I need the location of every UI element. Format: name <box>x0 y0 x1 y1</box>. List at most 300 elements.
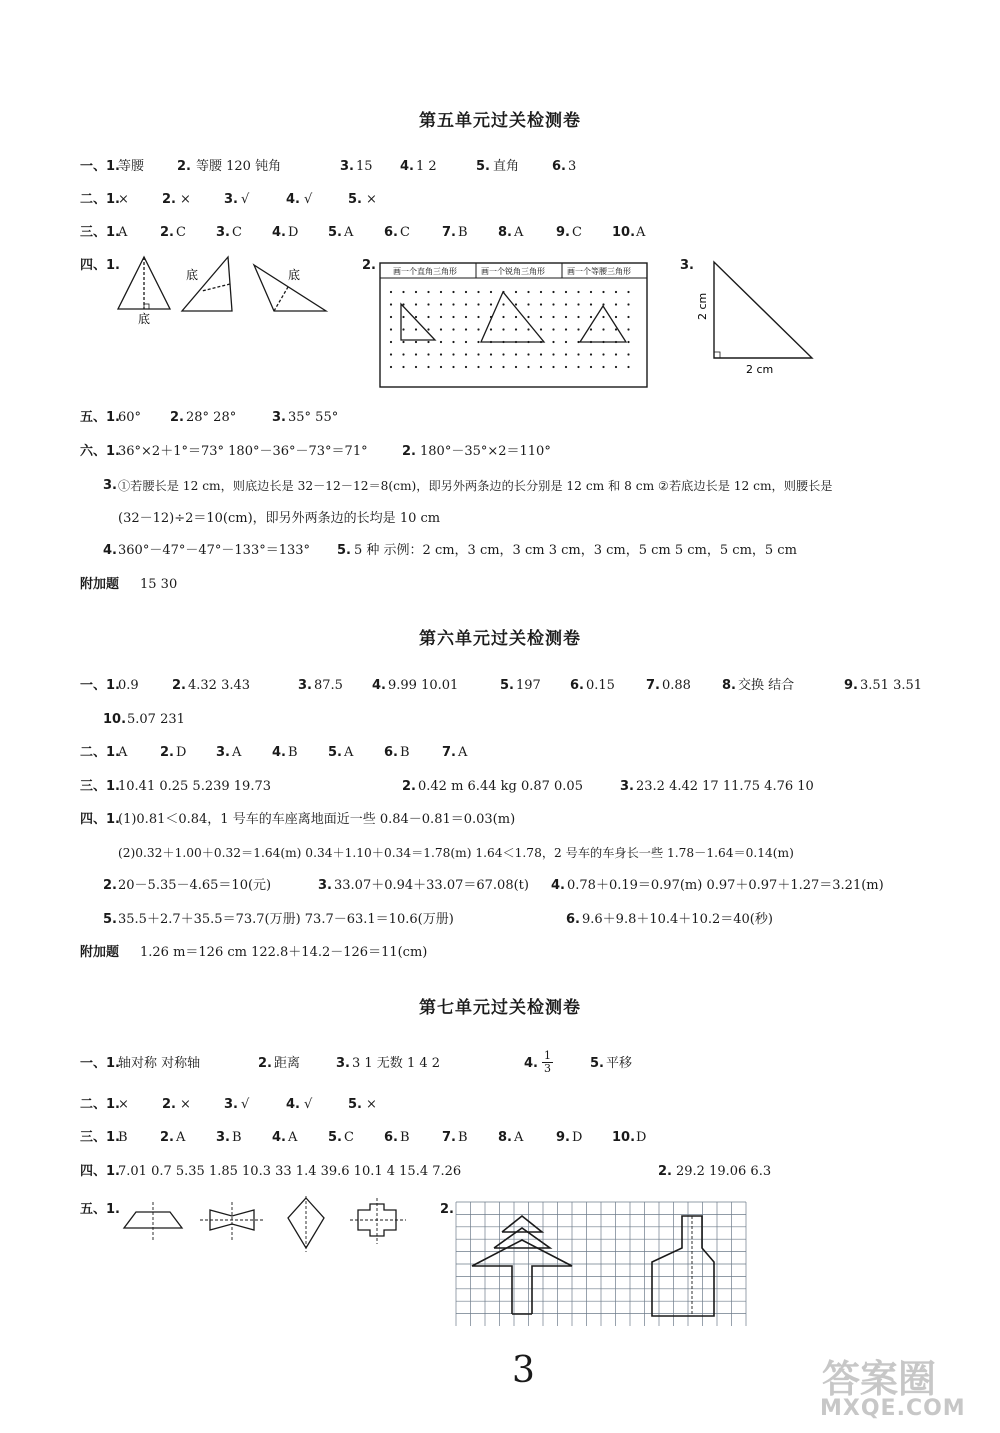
s6-part4-q5-6 <box>0 908 1000 932</box>
label: 5. <box>476 159 490 174</box>
grid-dot <box>477 353 479 355</box>
label: 2. <box>258 1056 272 1071</box>
grid-dot <box>465 353 467 355</box>
grid-dot <box>427 316 429 318</box>
grid-dot <box>565 341 567 343</box>
label: 一、1. <box>80 1056 120 1071</box>
s6-part1 <box>0 674 1000 698</box>
label: 6. <box>384 225 398 240</box>
answer: A <box>344 745 354 760</box>
s7-part1 <box>0 1049 1000 1076</box>
answer: 3 1 无数 1 4 2 <box>352 1056 441 1071</box>
label: 10. <box>612 1130 636 1145</box>
label: 3. <box>336 1056 350 1071</box>
label: 2. <box>658 1164 672 1179</box>
label: 三、1. <box>80 779 120 794</box>
answer: 87.5 <box>314 678 343 693</box>
numerator: 1 <box>544 1049 551 1062</box>
grid-dot <box>477 328 479 330</box>
grid-dot <box>577 353 579 355</box>
label: 5. <box>328 1130 342 1145</box>
label: 3. <box>318 878 332 893</box>
label: 附加题 <box>80 577 120 592</box>
answer: C <box>400 225 410 240</box>
grid-dot <box>590 303 592 305</box>
answer: 3 <box>568 159 577 174</box>
label: 9. <box>556 1130 570 1145</box>
section-5-title: 第五单元过关检测卷 <box>419 111 581 131</box>
grid-dot <box>577 328 579 330</box>
answer: D <box>572 1130 583 1145</box>
dot-grid-figure <box>379 262 649 388</box>
answer: D <box>176 745 187 760</box>
base-label: 底 <box>186 268 199 282</box>
answer: 33.07＋0.94＋33.07＝67.08(t) <box>334 878 529 893</box>
label: 2. <box>162 192 176 207</box>
grid-dot <box>465 303 467 305</box>
tree-shape <box>472 1240 572 1314</box>
grid-dot <box>415 291 417 293</box>
answer: 直角 <box>493 159 520 174</box>
s6-part1-q10 <box>0 708 1000 732</box>
grid-dot <box>477 366 479 368</box>
grid-dot <box>552 303 554 305</box>
triangle-2 <box>182 257 232 311</box>
grid-dot <box>552 353 554 355</box>
grid-dot <box>590 328 592 330</box>
denominator: 3 <box>544 1062 551 1075</box>
label: 3. <box>340 159 354 174</box>
grid-dot <box>490 366 492 368</box>
answer: C <box>176 225 186 240</box>
label: 四、1. <box>80 258 120 273</box>
answer: 交换 结合 <box>738 678 795 693</box>
label: 二、1. <box>80 1097 120 1112</box>
grid-dot <box>615 316 617 318</box>
answer: 0.9 <box>118 678 139 693</box>
answer: 平移 <box>606 1056 633 1071</box>
grid-dot <box>390 303 392 305</box>
grid-dot <box>390 328 392 330</box>
label: 3. <box>216 745 230 760</box>
grid-dot <box>502 366 504 368</box>
answer: 20－5.35－4.65＝10(元) <box>118 878 272 893</box>
grid-dot <box>615 291 617 293</box>
answer: 0.15 <box>586 678 615 693</box>
s5-part1 <box>0 155 1000 179</box>
label: 4. <box>286 1097 300 1112</box>
answer: A <box>232 745 242 760</box>
bottom-side-label: 2 cm <box>746 363 774 376</box>
left-side-label: 2 cm <box>696 292 709 320</box>
answer: 9.99 10.01 <box>388 678 459 693</box>
answer: 4.32 3.43 <box>188 678 251 693</box>
answer: 29.2 19.06 6.3 <box>676 1164 772 1179</box>
grid-dot <box>627 291 629 293</box>
grid-dot <box>590 366 592 368</box>
grid-dot <box>477 303 479 305</box>
label: 2. <box>162 1097 176 1112</box>
header-isosceles-triangle: 画一个等腰三角形 <box>567 267 631 276</box>
s6-part3 <box>0 775 1000 799</box>
answer: 5.07 231 <box>127 712 185 727</box>
label: 4. <box>272 225 286 240</box>
grid-dot <box>627 303 629 305</box>
label: 2. <box>170 410 184 425</box>
answer: 3.51 3.51 <box>860 678 923 693</box>
base-label: 底 <box>138 312 151 326</box>
label: 6. <box>384 1130 398 1145</box>
label: 10. <box>103 712 127 727</box>
grid-dot <box>427 328 429 330</box>
answer: × <box>180 1097 191 1112</box>
label: 10. <box>612 225 636 240</box>
label: 四、1. <box>80 812 120 827</box>
grid-dot <box>565 328 567 330</box>
answer: D <box>636 1130 647 1145</box>
s5-part2 <box>0 188 1000 212</box>
answer: 5 种 示例：2 cm，3 cm，3 cm 3 cm，3 cm，5 cm 5 cm，5 cm，5 cm <box>354 543 797 558</box>
right-triangle <box>401 304 435 340</box>
grid-dot <box>390 353 392 355</box>
label: 4. <box>103 543 117 558</box>
label: 6. <box>570 678 584 693</box>
grid-dot <box>515 291 517 293</box>
grid-dot <box>540 316 542 318</box>
answer: (1)0.81＜0.84，1 号车的车座离地面近一些 0.84－0.81＝0.03(m) <box>118 812 516 827</box>
answer: 35° 55° <box>288 410 339 425</box>
grid-dot <box>602 291 604 293</box>
grid-dot <box>565 316 567 318</box>
answer: 7.01 0.7 5.35 1.85 10.3 33 1.4 39.6 10.1 4 15.4 7.26 <box>118 1164 462 1179</box>
label: 2. <box>362 258 376 273</box>
label: 4. <box>524 1056 538 1071</box>
answer: 轴对称 对称轴 <box>118 1056 201 1071</box>
s5-part5 <box>0 406 1000 430</box>
label: 5. <box>328 745 342 760</box>
answer: × <box>118 1097 129 1112</box>
label: 2. <box>440 1202 454 1217</box>
fraction <box>542 1050 553 1075</box>
grid-dot <box>465 366 467 368</box>
label: 5. <box>103 912 117 927</box>
grid-dot <box>477 291 479 293</box>
grid-dot <box>602 366 604 368</box>
label: 一、1. <box>80 159 120 174</box>
label: 9. <box>844 678 858 693</box>
label: 3. <box>272 410 286 425</box>
answer: 0.88 <box>662 678 691 693</box>
grid-dot <box>540 328 542 330</box>
answer: B <box>458 225 468 240</box>
grid-dot <box>615 303 617 305</box>
grid-dot <box>415 316 417 318</box>
header-acute-triangle: 画一个锐角三角形 <box>481 267 545 276</box>
section-6-title: 第六单元过关检测卷 <box>419 629 581 649</box>
grid-dot <box>615 353 617 355</box>
answer: A <box>176 1130 186 1145</box>
label: 3. <box>103 478 117 493</box>
answer: C <box>572 225 582 240</box>
label: 5. <box>590 1056 604 1071</box>
label: 5. <box>348 1097 362 1112</box>
symmetry-axes-figure <box>120 1196 420 1256</box>
grid-dot <box>527 366 529 368</box>
grid-dot <box>390 316 392 318</box>
grid-dot <box>402 328 404 330</box>
section-7-title: 第七单元过关检测卷 <box>419 998 581 1018</box>
answer: 1.26 m＝126 cm 122.8＋14.2－126＝11(cm) <box>140 945 428 960</box>
watermark-url: MXQE.COM <box>820 1396 966 1421</box>
grid-dot <box>552 341 554 343</box>
answer: B <box>400 1130 410 1145</box>
grid-dot <box>540 366 542 368</box>
s6-part4-q1-2 <box>0 841 1000 865</box>
answer: 1 2 <box>416 159 437 174</box>
grid-dot <box>552 291 554 293</box>
grid-dot <box>402 316 404 318</box>
square-grid-figure <box>456 1202 752 1328</box>
grid-dot <box>527 328 529 330</box>
grid-dot <box>415 341 417 343</box>
label: 五、1. <box>80 410 120 425</box>
answer: 距离 <box>274 1056 301 1071</box>
grid-dot <box>452 366 454 368</box>
grid-dot <box>577 366 579 368</box>
grid-dot <box>627 353 629 355</box>
answer: B <box>400 745 410 760</box>
label: 8. <box>722 678 736 693</box>
grid-dot <box>440 303 442 305</box>
base-label: 底 <box>288 268 301 282</box>
label: 5. <box>337 543 351 558</box>
label: 6. <box>552 159 566 174</box>
s5-part6-q3-cont <box>0 507 1000 531</box>
s6-part4-q2-4 <box>0 874 1000 898</box>
answer: 36°×2＋1°＝73° 180°－36°－73°＝71° <box>118 444 368 459</box>
grid-dot <box>390 291 392 293</box>
label: 附加题 <box>80 945 120 960</box>
grid-dot <box>452 328 454 330</box>
answer: B <box>232 1130 242 1145</box>
grid-dot <box>402 341 404 343</box>
answer: A <box>344 225 354 240</box>
grid-dot <box>552 366 554 368</box>
label: 4. <box>372 678 386 693</box>
answer: C <box>232 225 242 240</box>
answer: × <box>366 192 377 207</box>
grid-dot <box>515 303 517 305</box>
answer: 等腰 <box>118 159 145 174</box>
grid-dot <box>627 328 629 330</box>
answer: √ <box>304 1097 313 1112</box>
s7-part3 <box>0 1126 1000 1150</box>
grid-dot <box>590 291 592 293</box>
grid-dot <box>515 328 517 330</box>
label: 2. <box>160 1130 174 1145</box>
grid-dot <box>502 303 504 305</box>
answer: A <box>118 745 128 760</box>
grid-dot <box>515 353 517 355</box>
grid-dot <box>390 341 392 343</box>
s7-part4 <box>0 1160 1000 1184</box>
grid-dot <box>602 353 604 355</box>
grid-dot <box>427 291 429 293</box>
s5-part6 <box>0 440 1000 464</box>
grid-dot <box>527 316 529 318</box>
label: 3. <box>620 779 634 794</box>
answer: 197 <box>516 678 541 693</box>
grid-dot <box>440 341 442 343</box>
answer: √ <box>304 192 313 207</box>
s6-bonus <box>0 941 1000 965</box>
answer: 360°－47°－47°－133°＝133° <box>118 543 311 558</box>
grid-dot <box>440 328 442 330</box>
answer: C <box>344 1130 354 1145</box>
grid-dot <box>502 316 504 318</box>
grid-dot <box>490 291 492 293</box>
grid-dot <box>602 328 604 330</box>
answer: 15 <box>356 159 373 174</box>
answer: A <box>636 225 646 240</box>
page-number: 3 <box>512 1350 535 1391</box>
grid-dot <box>577 303 579 305</box>
answer: A <box>514 225 524 240</box>
answer: 35.5＋2.7＋35.5＝73.7(万册) 73.7－63.1＝10.6(万册) <box>118 912 454 927</box>
label: 2. <box>160 225 174 240</box>
grid-dot <box>565 353 567 355</box>
answer: × <box>366 1097 377 1112</box>
label: 8. <box>498 225 512 240</box>
label: 5. <box>500 678 514 693</box>
answer: × <box>180 192 191 207</box>
grid-dot <box>477 341 479 343</box>
label: 2. <box>172 678 186 693</box>
grid-dot <box>565 366 567 368</box>
grid-dot <box>427 341 429 343</box>
isosceles-triangle <box>580 306 626 342</box>
label: 3. <box>216 225 230 240</box>
answer: B <box>458 1130 468 1145</box>
label: 5. <box>348 192 362 207</box>
label: 3. <box>216 1130 230 1145</box>
grid-dot <box>415 353 417 355</box>
answer: √ <box>241 192 250 207</box>
grid-dot <box>502 353 504 355</box>
label: 4. <box>272 1130 286 1145</box>
label: 4. <box>286 192 300 207</box>
grid-dot <box>465 341 467 343</box>
answer: B <box>118 1130 128 1145</box>
label: 2. <box>402 779 416 794</box>
answer: (32－12)÷2＝10(cm)，即另外两条边的长均是 10 cm <box>118 511 441 526</box>
answer: √ <box>241 1097 250 1112</box>
right-triangle-figure <box>696 258 826 378</box>
label: 二、1. <box>80 745 120 760</box>
answer: A <box>458 745 468 760</box>
s6-part2 <box>0 741 1000 765</box>
label: 9. <box>556 225 570 240</box>
s7-part2 <box>0 1093 1000 1117</box>
triangle-heights-figure <box>110 255 340 325</box>
label: 一、1. <box>80 678 120 693</box>
grid-dot <box>590 353 592 355</box>
grid-dot <box>440 353 442 355</box>
grid-dot <box>552 328 554 330</box>
label: 2. <box>160 745 174 760</box>
answer: 10.41 0.25 5.239 19.73 <box>118 779 271 794</box>
grid-dot <box>552 316 554 318</box>
grid-dot <box>502 328 504 330</box>
grid-dot <box>627 341 629 343</box>
label: 3. <box>224 1097 238 1112</box>
grid-dot <box>415 303 417 305</box>
label: 3. <box>298 678 312 693</box>
grid-dot <box>515 366 517 368</box>
grid-dot <box>427 353 429 355</box>
label: 4. <box>272 745 286 760</box>
grid-dot <box>440 366 442 368</box>
grid-dot <box>540 291 542 293</box>
answer: A <box>514 1130 524 1145</box>
grid-dot <box>590 316 592 318</box>
label: 4. <box>551 878 565 893</box>
label: 3. <box>680 258 694 273</box>
label: 三、1. <box>80 1130 120 1145</box>
grid-dot <box>415 366 417 368</box>
grid-dot <box>627 316 629 318</box>
answer: 23.2 4.42 17 11.75 4.76 10 <box>636 779 814 794</box>
grid-dot <box>527 291 529 293</box>
answer: A <box>118 225 128 240</box>
grid-dot <box>440 316 442 318</box>
answer: 180°－35°×2＝110° <box>420 444 551 459</box>
label: 二、1. <box>80 192 120 207</box>
grid-dot <box>615 366 617 368</box>
grid-dot <box>465 291 467 293</box>
label: 7. <box>646 678 660 693</box>
triangle-1 <box>118 257 170 309</box>
grid-dot <box>565 291 567 293</box>
label: 2. <box>402 444 416 459</box>
tree-top <box>502 1216 542 1232</box>
label: 7. <box>442 1130 456 1145</box>
label: 四、1. <box>80 1164 120 1179</box>
grid-dot <box>440 291 442 293</box>
grid-dot <box>452 316 454 318</box>
grid-dot <box>527 303 529 305</box>
grid-dot <box>527 353 529 355</box>
answer: ①若腰长是 12 cm，则底边长是 32－12－12＝8(cm)，即另外两条边的长分别是 12 cm 和 8 cm ②若底边长是 12 cm，则腰长是 <box>118 479 833 493</box>
answer: 0.78＋0.19＝0.97(m) 0.97＋0.97＋1.27＝3.21(m) <box>567 878 884 893</box>
grid-dot <box>577 291 579 293</box>
label: 6. <box>384 745 398 760</box>
answer: 28° 28° <box>186 410 237 425</box>
answer: D <box>288 225 299 240</box>
grid-dot <box>415 328 417 330</box>
label: 5. <box>328 225 342 240</box>
grid-dot <box>465 316 467 318</box>
answer: (2)0.32＋1.00＋0.32＝1.64(m) 0.34＋1.10＋0.34＝1.78(m) 1.64＜1.78，2 号车的车身长一些 1.78－1.64＝0.14(m) <box>118 846 794 860</box>
answer: 等腰 120 钝角 <box>196 159 282 174</box>
watermark-logo: 答案圈 <box>822 1357 937 1401</box>
grid-dot <box>452 353 454 355</box>
answer: A <box>288 1130 298 1145</box>
grid-dot <box>540 353 542 355</box>
answer: 9.6＋9.8＋10.4＋10.2＝40(秒) <box>582 912 773 927</box>
grid-dot <box>490 328 492 330</box>
grid-dot <box>402 366 404 368</box>
